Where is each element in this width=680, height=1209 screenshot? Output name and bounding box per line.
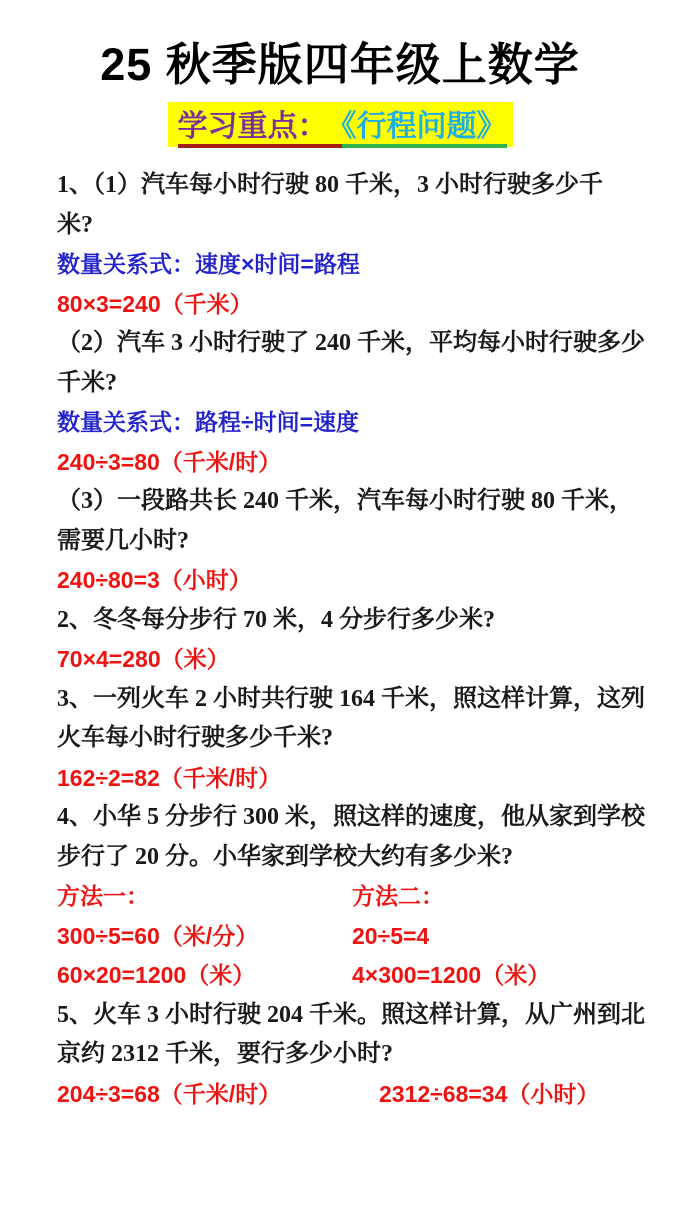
question-line: （3）一段路共长 240 千米，汽车每小时行驶 80 千米， [57,488,633,514]
subtitle-row [0,102,680,154]
question-line: 步行了 20 分。小华家到学校大约有多少米? [57,843,513,870]
page-title: 25 秋季版四年级上数学 [100,39,580,90]
answer-line-two-col [57,1075,657,1115]
question-line: 火车每小时行驶多少千米? [57,725,333,751]
answer-line-two-col [57,917,657,957]
method-two-step2: 4×300=1200（米） [352,962,551,988]
question-line: 需要几小时? [57,527,189,554]
answer-speed: 204÷3=68（千米/时） [57,1080,282,1107]
answer-line: 240÷3=80（千米/时） [57,448,282,475]
method-one-step1: 300÷5=60（米/分） [57,922,259,949]
subtitle-topic: 《行程问题》 [342,110,507,148]
question-line: （2）汽车 3 小时行驶了 240 千米，平均每小时行驶多少 [57,330,645,356]
question-line: 2、冬冬每分步行 70 米，4 分步行多少米? [57,606,495,633]
worksheet-body [57,166,657,1114]
answer-line: 240÷80=3（小时） [57,567,252,593]
answer-line: 70×4=280（米） [57,646,230,672]
question-line: 4、小华 5 分步行 300 米，照这样的速度，他从家到学校 [57,804,645,830]
question-line: 1、（1）汽车每小时行驶 80 千米，3 小时行驶多少千 [57,172,603,198]
answer-line: 162÷2=82（千米/时） [57,764,282,791]
method-two-step1: 20÷5=4 [352,922,430,949]
answer-line: 80×3=240（千米） [57,290,253,317]
subtitle-highlight [168,102,513,147]
method-one-label: 方法一： [57,883,149,909]
question-line: 3、一列火车 2 小时共行驶 164 千米，照这样计算，这列 [57,685,645,712]
formula-line: 数量关系式：速度×时间=路程 [57,251,360,277]
method-two-label: 方法二： [352,883,444,909]
question-line: 5、火车 3 小时行驶 204 千米。照这样计算，从广州到北 [57,1001,645,1028]
question-line: 千米? [57,369,117,396]
formula-line: 数量关系式：路程÷时间=速度 [57,409,360,435]
question-line: 米? [57,211,93,238]
answer-line-two-col [57,877,657,917]
subtitle-label: 学习重点： [178,110,342,148]
answer-hours: 2312÷68=34（小时） [379,1080,600,1107]
answer-line-two-col [57,956,657,996]
method-one-step2: 60×20=1200（米） [57,962,256,988]
question-line: 京约 2312 千米，要行多少小时? [57,1041,393,1067]
